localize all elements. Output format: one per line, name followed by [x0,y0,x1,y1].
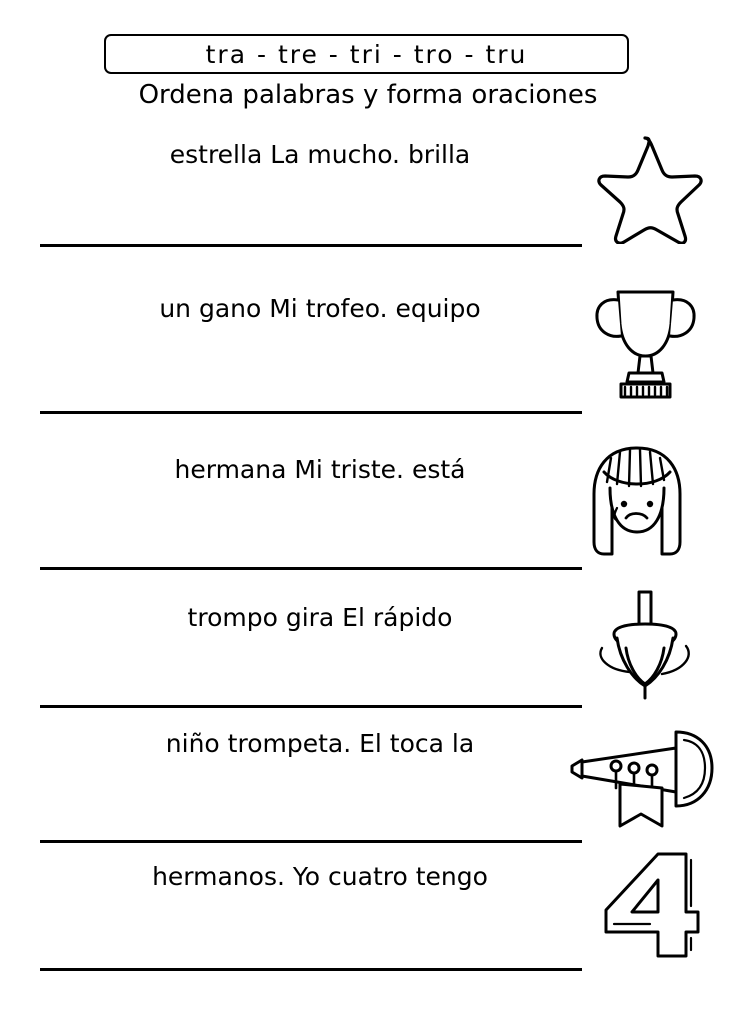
exercise-words-1: estrella La mucho. brilla [169,140,471,169]
exercise-words-6: hermanos. Yo cuatro tengo [152,862,488,891]
answer-line-6[interactable] [40,968,582,971]
exercise-words-2: un gano Mi trofeo. equipo [159,294,481,323]
answer-line-3[interactable] [40,567,582,570]
answer-line-5[interactable] [40,840,582,843]
spinning-top-icon [584,586,702,704]
exercise-words-3: hermana Mi triste. está [174,455,466,484]
sad-girl-icon [580,442,695,564]
exercise-words-4: trompo gira El rápido [187,603,453,632]
instruction-text: Ordena palabras y forma oraciones [138,80,598,110]
exercise-words-5: niño trompeta. El toca la [165,729,475,758]
syllable-header-box [104,34,629,74]
answer-line-4[interactable] [40,705,582,708]
trophy-icon [588,278,703,403]
answer-line-2[interactable] [40,411,582,414]
trumpet-icon [556,722,721,832]
number-four-icon [596,846,708,964]
star-icon [586,132,704,244]
answer-line-1[interactable] [40,244,582,247]
syllable-header-text: tra - tre - tri - tro - tru [205,39,528,69]
